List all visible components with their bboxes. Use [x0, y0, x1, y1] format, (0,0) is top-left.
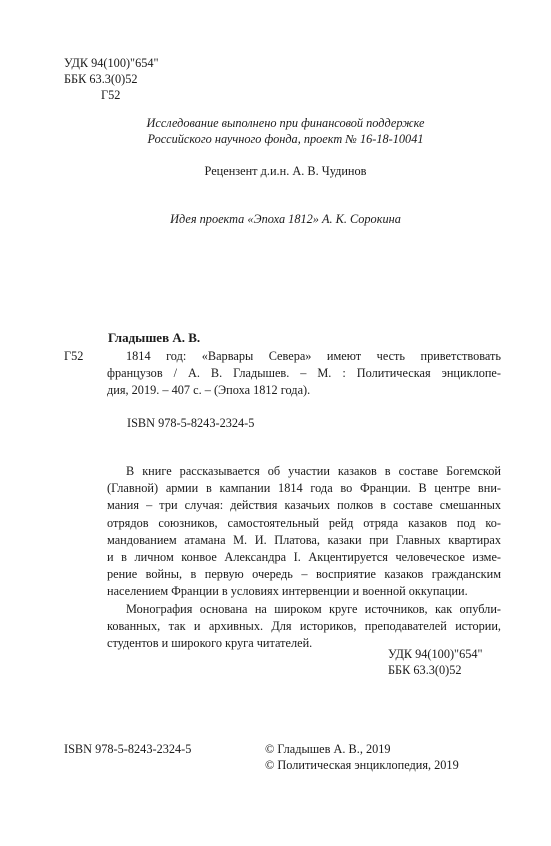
udk-top: УДК 94(100)"654": [64, 56, 159, 70]
annotation-line: Монография основана на широком круге источников, как опубли-: [126, 601, 501, 616]
funding-line-2: Российского научного фонда, проект № 16-18-10041: [147, 132, 424, 146]
isbn-bottom: ISBN 978-5-8243-2324-5: [64, 742, 192, 756]
annotation-line: (Главной) армии в кампании 1814 года во Франции. В центре вни-: [107, 481, 501, 496]
project-idea: Идея проекта «Эпоха 1812» А. К. Сорокина: [170, 212, 401, 226]
annotation-line: рение войны, в первую очередь – восприятие казаков гражданским: [107, 567, 501, 582]
annotation-line: мания – три случая: действия казачьих полков в составе смешанных: [107, 498, 501, 513]
bbk-bottom: ББК 63.3(0)52: [388, 663, 462, 677]
bib-line-3: дия, 2019. – 407 с. – (Эпоха 1812 года).: [107, 383, 311, 397]
funding-line-1: Исследование выполнено при финансовой поддержке: [146, 116, 425, 130]
annotation-p2: [107, 601, 501, 653]
udk-bottom: УДК 94(100)"654": [388, 647, 483, 661]
author-sign: Г52: [64, 349, 84, 363]
bbk-top: ББК 63.3(0)52: [64, 72, 138, 86]
bib-line-2: французов / А. В. Гладышев. – М. : Политическая энциклопе-: [107, 366, 501, 380]
bib-line-1: 1814 год: «Варвары Севера» имеют честь приветствовать: [126, 349, 501, 363]
annotation-p1: [107, 463, 501, 601]
annotation: [107, 463, 501, 652]
annotation-line: В книге рассказывается об участии казаков в составе Богемской: [126, 464, 501, 478]
author-heading: Гладышев А. В.: [108, 330, 201, 345]
annotation-line: населением Франции в условиях интервенции и военной оккупации.: [107, 584, 468, 599]
reviewer: Рецензент д.и.н. А. В. Чудинов: [204, 164, 367, 178]
funding-note: [0, 115, 551, 147]
annotation-line: кованных, так и архивных. Для историков, преподавателей истории,: [107, 618, 501, 633]
copyright-author: © Гладышев А. В., 2019: [265, 742, 391, 756]
annotation-line: отрядов союзников, самостоятельный рейд отряда казаков под ко-: [107, 515, 501, 530]
annotation-line: студентов и широкого круга читателей.: [107, 636, 313, 651]
author-sign-top: Г52: [101, 88, 121, 102]
copyright-publisher: © Политическая энциклопедия, 2019: [265, 758, 459, 772]
annotation-line: мандованием атамана М. И. Платова, казаки при Главных квартирах: [107, 532, 501, 547]
isbn-entry: ISBN 978-5-8243-2324-5: [127, 416, 255, 430]
annotation-line: и в личном конвое Александра I. Акцентируется человеческое изме-: [107, 550, 501, 565]
bibliographic-entry: [107, 348, 501, 399]
